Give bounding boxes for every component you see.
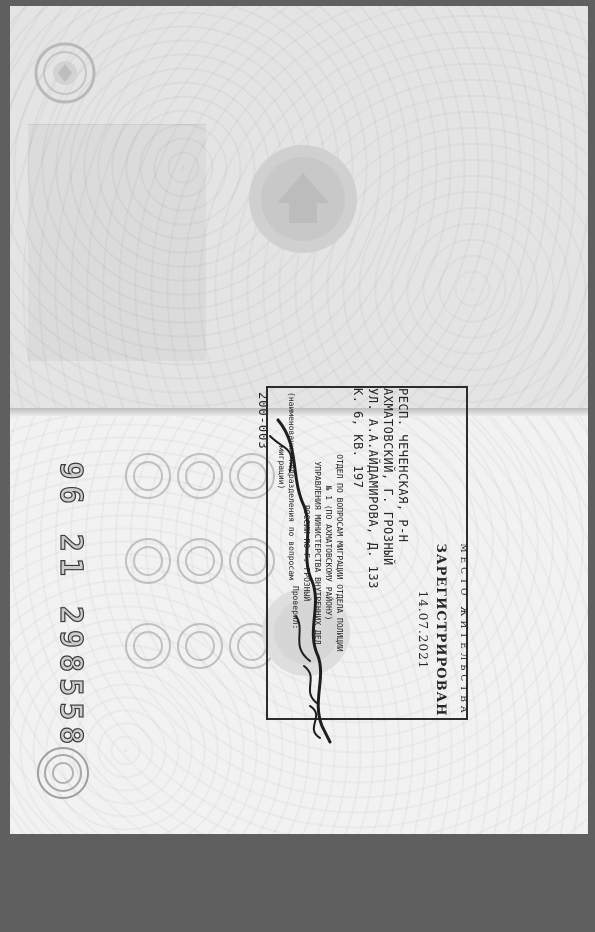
- verified-label: Проверил:: [291, 586, 300, 630]
- serial-number: 96 21 298558: [53, 461, 88, 751]
- registration-status: ЗАРЕГИСТРИРОВАН: [433, 543, 448, 717]
- eagle-emblem-icon: [247, 143, 359, 255]
- passport-spread: [10, 6, 588, 834]
- authority-line: РОССИИ ПО Г. ГРОЗНЫЙ: [302, 504, 311, 602]
- address-line: К. 6, КВ. 197: [351, 388, 365, 489]
- signature-icon: [260, 416, 360, 746]
- authority-line: УПРАВЛЕНИЯ МИНИСТЕРСТВА ВНУТРЕННИХ ДЕЛ: [313, 461, 322, 645]
- section-heading: МЕСТО ЖИТЕЛЬСТВА: [458, 543, 468, 717]
- authority-line: ОТДЕЛ ПО ВОПРОСАМ МИГРАЦИИ ОТДЕЛА ПОЛИЦИИ: [335, 454, 344, 652]
- authority-line: № 1 (ПО АХМАТОВСКОМУ РАЙОНУ): [324, 485, 333, 621]
- subdivision-code: 200-003: [256, 392, 270, 450]
- address-line: РЕСП. ЧЕЧЕНСКАЯ, Р-Н: [396, 388, 410, 543]
- emblem-small-icon: [34, 42, 96, 104]
- registration-date: 14.07.2021: [416, 590, 430, 670]
- authority-caption-cont: миграции): [277, 446, 286, 490]
- address-line: УЛ. А.А.АЙДАМИРОВА, Д. 133: [366, 388, 380, 589]
- address-line: АХМАТОВСКИЙ, Г. ГРОЗНЫЙ: [381, 388, 395, 566]
- photo-area: [28, 124, 206, 361]
- authority-caption: (наименование подразделения по вопросам: [287, 392, 296, 580]
